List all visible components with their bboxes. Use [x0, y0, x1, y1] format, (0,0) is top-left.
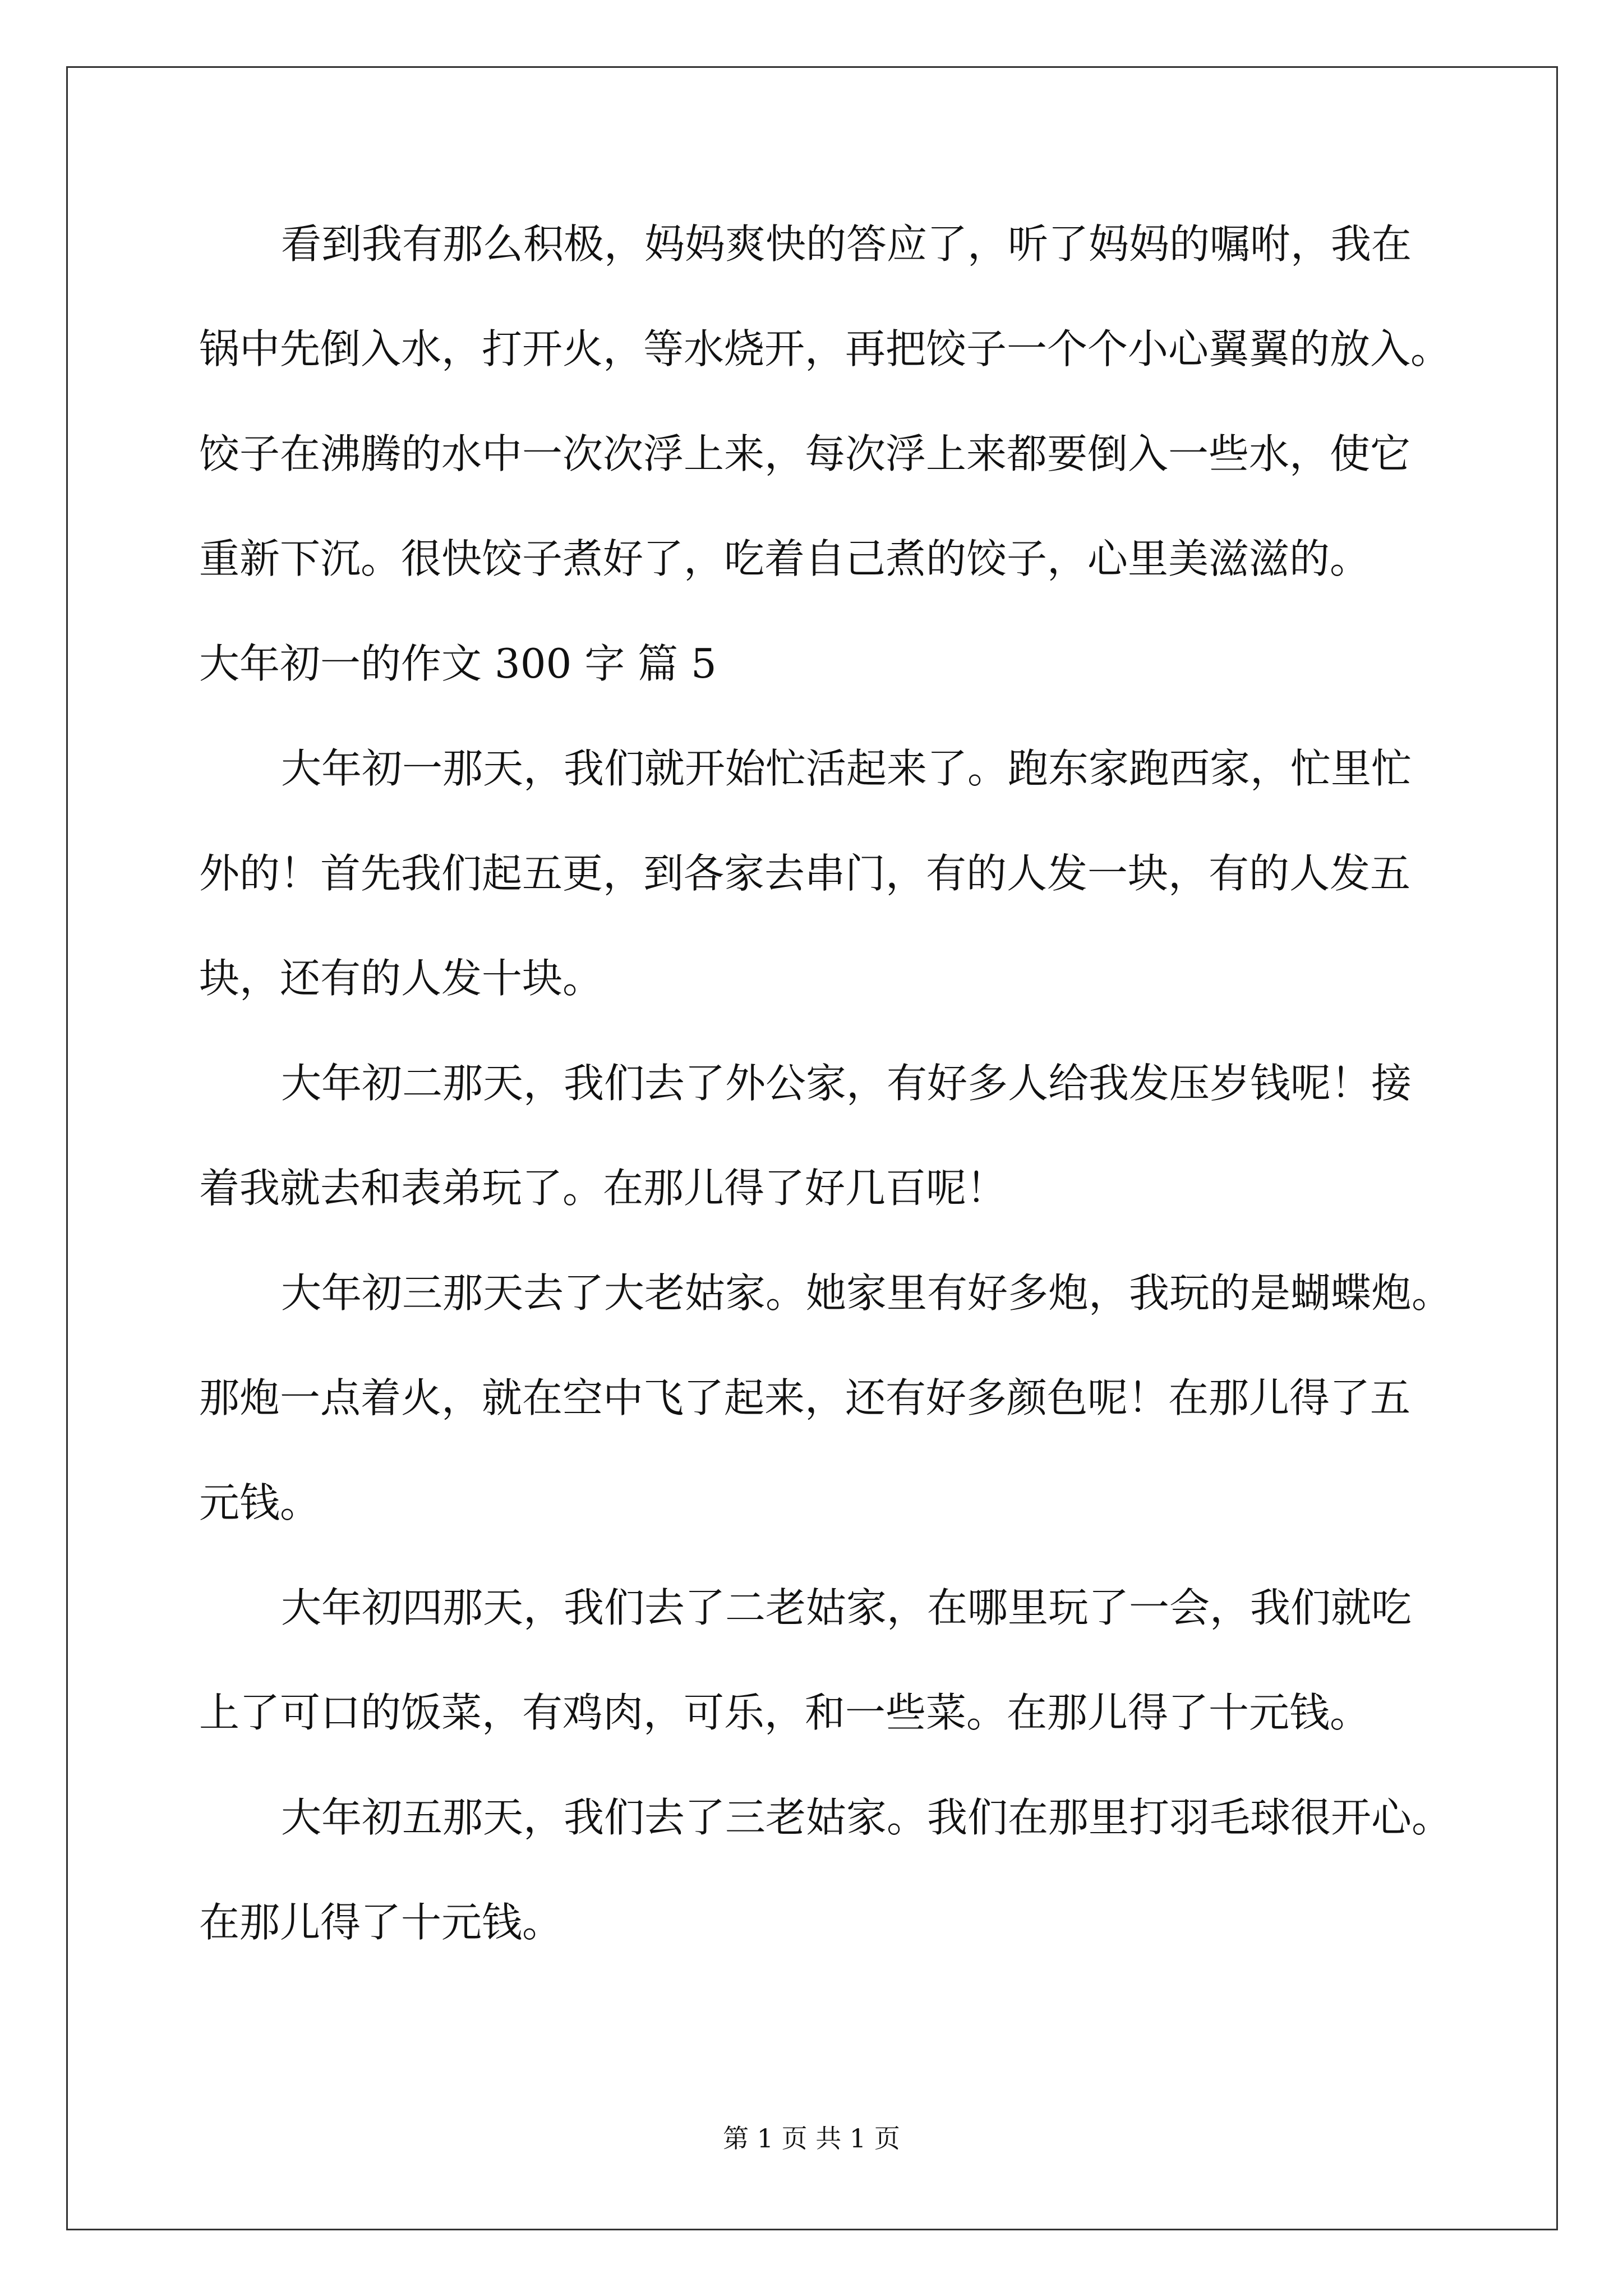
page-number-footer: 第 1 页 共 1 页: [723, 2123, 900, 2154]
paragraph-line: 外的！首先我们起五更，到各家去串门，有的人发一块，有的人发五: [199, 850, 1411, 897]
paragraph-line: 大年初三那天去了大老姑家。她家里有好多炮，我玩的是蝴蝶炮。: [281, 1269, 1453, 1317]
paragraph-line: 重新下沉。很快饺子煮好了，吃着自己煮的饺子，心里美滋滋的。: [199, 535, 1371, 582]
paragraph-line: 大年初五那天，我们去了三老姑家。我们在那里打羽毛球很开心。: [281, 1794, 1453, 1841]
paragraph-line: 那炮一点着火，就在空中飞了起来，还有好多颜色呢！在那儿得了五: [199, 1374, 1411, 1421]
paragraph-line: 块，还有的人发十块。: [199, 955, 603, 1002]
paragraph-line: 饺子在沸腾的水中一次次浮上来，每次浮上来都要倒入一些水，使它: [199, 430, 1411, 477]
paragraph-line: 着我就去和表弟玩了。在那儿得了好几百呢！: [199, 1165, 1007, 1212]
paragraph-line: 上了可口的饭菜，有鸡肉，可乐，和一些菜。在那儿得了十元钱。: [199, 1689, 1371, 1736]
section-heading: 大年初一的作文 300 字 篇 5: [199, 640, 717, 687]
paragraph-line: 大年初一那天，我们就开始忙活起来了。跑东家跑西家，忙里忙: [281, 745, 1412, 792]
paragraph-line: 大年初四那天，我们去了二老姑家，在哪里玩了一会，我们就吃: [281, 1584, 1412, 1631]
paragraph-line: 元钱。: [199, 1479, 321, 1526]
paragraph-line: 在那儿得了十元钱。: [199, 1899, 563, 1946]
paragraph-line: 看到我有那么积极，妈妈爽快的答应了，听了妈妈的嘱咐，我在: [281, 220, 1412, 268]
paragraph-line: 锅中先倒入水，打开火，等水烧开，再把饺子一个个小心翼翼的放入。: [199, 325, 1451, 372]
paragraph-line: 大年初二那天，我们去了外公家，有好多人给我发压岁钱呢！接: [281, 1060, 1412, 1107]
